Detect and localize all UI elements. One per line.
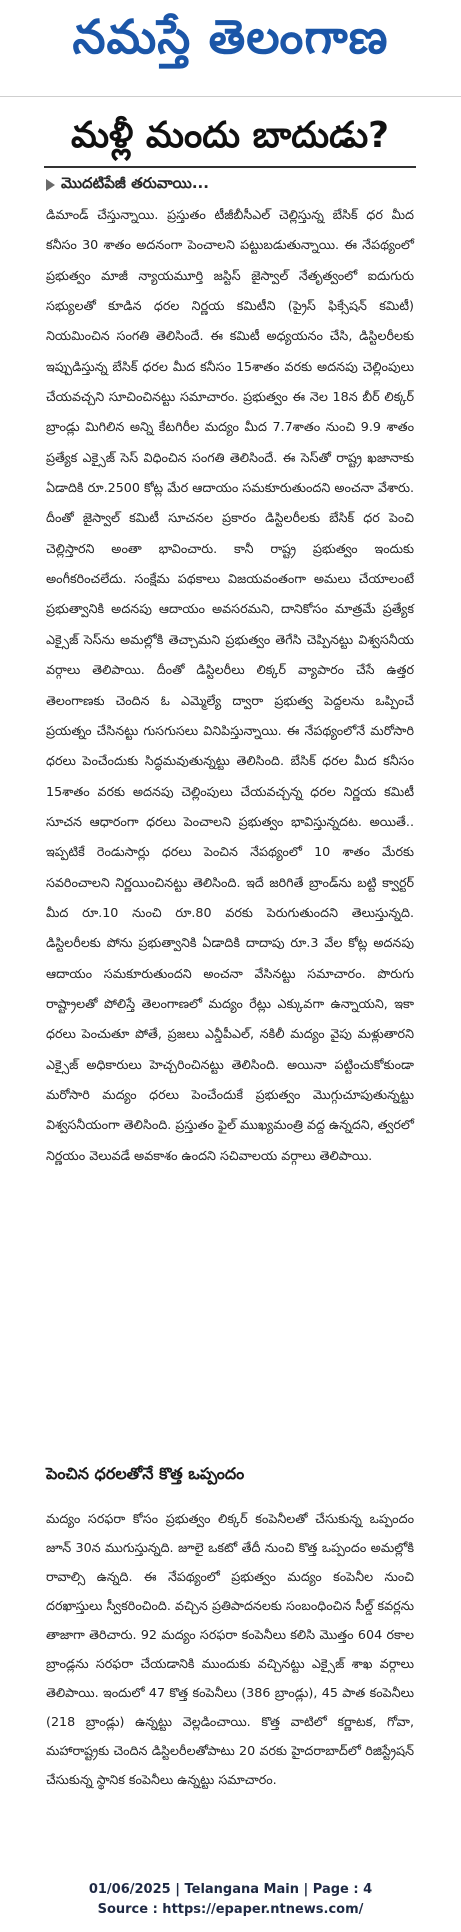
article-body-text: డిమాండ్ చేస్తున్నాయి. ప్రస్తుతం టీజీబీసీఎల్ చెల్లిస్తున్న బేసిక్ ధర మీద కనీసం 30 శాతం అదనంగా పెంచాలని పట్టుబడుతున్నాయి. ఈ నేపథ్యంలో ప్రభుత్వం మాజీ న్యాయమూర్తి జస్టిస్ జైస్వాల్ నేతృత్వంలో ఐదుగురు సభ్యులతో కూడిన ధరల నిర్ణయ కమిటీని (ప్రైస్ ఫిక్సేషన్ కమిటీ) నియమించిన సంగతి తెలిసిందే. ఈ కమిటీ అధ్యయనం చేసి, డిస్టిలరీలకు ఇప్పుడిస్తున్న బేసిక్ ధరల మీద కనీసం 15శాతం వరకు అదనపు చెల్లింపులు చేయవచ్చని సూచించినట్టు సమాచారం. ప్రభుత్వం ఈ నెల 18న బీర్ లిక్కర్ బ్రాండ్లు మిగిలిన అన్ని కేటగిరీల మద్యం మీద 7.7శాతం నుంచి 9.9 శాతం ప్రత్యేక ఎక్సైజ్ సెస్ విధించిన సంగతి తెలిసిందే. ఈ సెస్‌తో రాష్ట్ర ఖజానాకు ఏడాదికి రూ.2500 కోట్ల మేర ఆదాయం సమకూరుతుందని అంచనా వేశారు. దీంతో జైస్వాల్ కమిటీ సూచనల ప్రకారం డిస్టిలరీలకు బేసిక్ ధర పెంచి చెల్లిస్తారని అంతా భావించారు. కానీ రాష్ట్ర ప్రభుత్వం ఇందుకు అంగీకరించలేదు. సంక్షేమ పథకాలు విజయవంతంగా అమలు చేయాలంటే ప్రభుత్వానికి అదనపు ఆదాయం అవసరమని, దానికోసం మాత్రమే ప్రత్యేక ఎక్సైజ్ సెస్‌ను అమల్లోకి తెచ్చామని ప్రభుత్వం తెగేసి చెప్పినట్టు విశ్వసనీయ వర్గాలు తెలిపాయి. దీంతో డిస్టిలరీలు లిక్కర్ వ్యాపారం చేసే ఉత్తర తెలంగాణకు చెందిన ఓ ఎమ్మెల్యే ద్వారా ప్రభుత్వ పెద్దలను ఒప్పించే ప్రయత్నం చేసినట్టు గుసగుసలు వినిపిస్తున్నాయి. ఈ నేపథ్యంలోనే మరోసారి ధరలు పెంచేందుకు సిద్ధమవుతున్నట్టు తెలిసింది. బేసిక్ ధరల మీద కనీసం 15శాతం వరకు అదనపు చెల్లింపులు చేయవచ్చన్న ధరల నిర్ణయ కమిటీ సూచన ఆధారంగా ధరలు పెంచాలని ప్రభుత్వం భావిస్తున్నదట. అయితే.. ఇప్పటికే రెండుసార్లు ధరలు పెంచిన నేపథ్యంలో 10 శాతం మేరకు సవరించాలని నిర్ణయించినట్టు తెలిసింది. ఇదే జరిగితే బ్రాండ్‌ను బట్టి క్వార్టర్ మీద రూ.10 నుంచి రూ.80 వరకు పెరుగుతుందని తెలుస్తున్నది. డిస్టిలరీలకు పోను ప్రభుత్వానికి ఏడాదికి దాదాపు రూ.3 వేల కోట్ల అదనపు ఆదాయం సమకూరుతుందని అంచనా వేసినట్టు సమాచారం. పొరుగు రాష్ట్రాలతో పోలిస్తే తెలంగాణలో మద్యం రేట్లు ఎక్కువగా ఉన్నాయని, ఇకా ధరలు పెంచుతూ పోతే, ప్రజలు ఎన్డీపీఎల్, నకిలీ మద్యం వైపు మళ్లుతారని ఎక్సైజ్ అధికారులు హెచ్చరించినట్టు తెలిసింది. అయినా పట్టించుకోకుండా మరోసారి మద్యం ధరలు పెంచేందుకే ప్రభుత్వం మొగ్గుచూపుతున్నట్టు విశ్వసనీయంగా తెలిసింది. ప్రస్తుతం ఫైల్ ముఖ్యమంత్రి వద్ద ఉన్నదని, త్వరలో నిర్ణయం వెలువడే అవకాశం ఉందని సచివాలయ వర్గాలు తెలిపాయి. (46, 207, 414, 1163)
article-clipping (44, 108, 416, 1856)
masthead-divider (0, 96, 461, 97)
masthead (0, 0, 461, 92)
continuation-kicker (46, 174, 209, 196)
kicker-text: మొదటిపేజీ తరువాయి... (61, 174, 209, 192)
article-body-second (44, 1504, 416, 1854)
page-footer (0, 1880, 461, 1920)
headline-rule (44, 166, 416, 168)
article-subheading: పెంచిన ధరలతోనే కొత్త ఒప్పందం (46, 1464, 245, 1483)
masthead-title: నమస్తే తెలంగాణ (72, 10, 389, 65)
article-headline: మళ్లీ మందు బాదుడు? (70, 115, 390, 156)
footer-date-page: 01/06/2025 | Telangana Main | Page : 4 (88, 1882, 373, 1897)
triangle-arrow-icon (46, 179, 55, 191)
article-body-second-text: మద్యం సరఫరా కోసం ప్రభుత్వం లిక్కర్ కంపెనీలతో చేసుకున్న ఒప్పందం జూన్ 30న ముగుస్తున్నది. జూలై ఒకటో తేదీ నుంచి కొత్త ఒప్పందం అమల్లోకి రావాల్సి ఉన్నది. ఈ నేపథ్యంలో ప్రభుత్వం మద్యం కంపెనీల నుంచి దరఖాస్తులు స్వీకరించింది. వచ్చిన ప్రతిపాదనలకు సంబంధించిన సీల్డ్ కవర్లను తాజాగా తెరిచారు. 92 మద్యం సరఫరా కంపెనీలు కలిసి మొత్తం 604 రకాల బ్రాండ్లను సరఫరా చేయడానికి ముందుకు వచ్చినట్టు ఎక్సైజ్ శాఖ వర్గాలు తెలిపాయి. ఇందులో 47 కొత్త కంపెనీలు (386 బ్రాండ్లు), 45 పాత కంపెనీలు (218 బ్రాండ్లు) ఉన్నట్టు వెల్లడించాయి. కొత్త వాటిలో కర్ణాటక, గోవా, మహారాష్ట్రకు చెందిన డిస్టిలరీలతోపాటు 20 వరకు హైదరాబాద్‌లో రిజిస్ట్రేషన్ చేసుకున్న స్థానిక కంపెనీలు ఉన్నట్టు సమాచారం. (46, 1511, 414, 1787)
article-body (44, 200, 416, 1434)
footer-source: Source : https://epaper.ntnews.com/ (97, 1902, 364, 1917)
